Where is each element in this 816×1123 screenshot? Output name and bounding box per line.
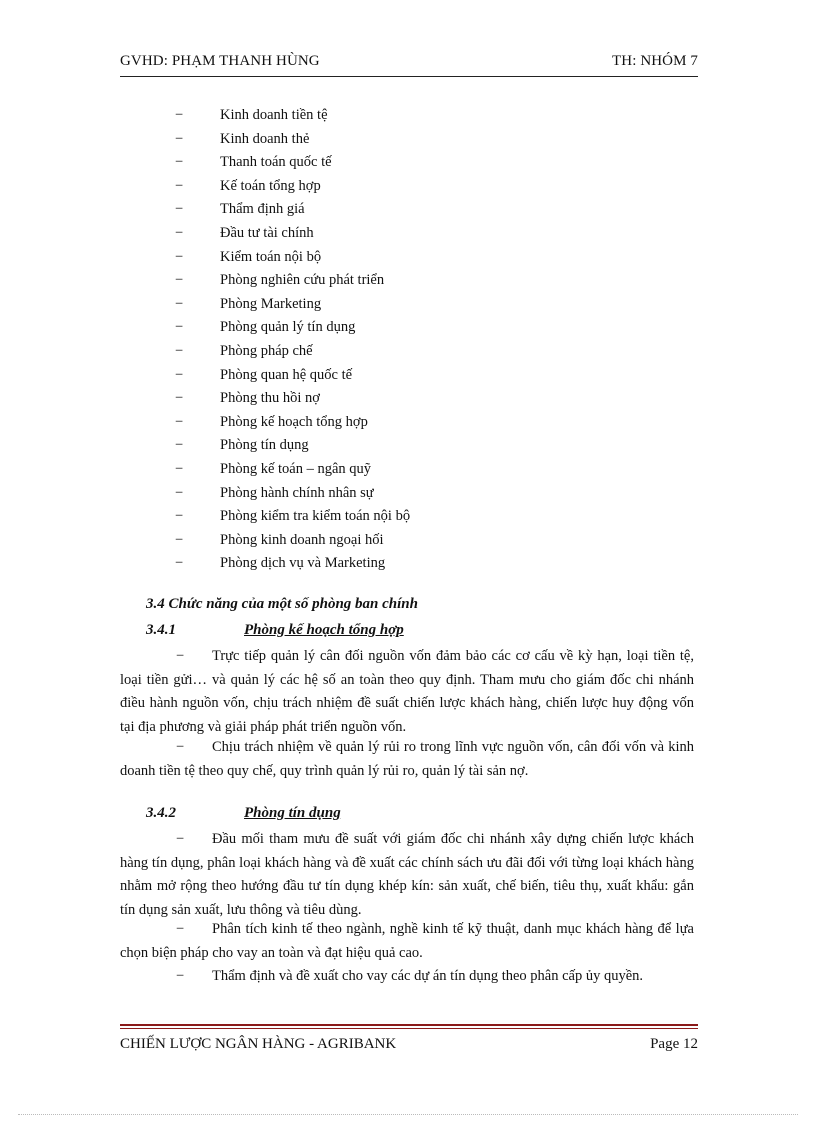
dash-marker: − — [175, 390, 184, 407]
list-item — [175, 553, 695, 577]
list-item — [175, 435, 695, 459]
dash-marker: − — [175, 177, 184, 194]
list-item — [175, 412, 695, 436]
paragraph-text: Phân tích kinh tế theo ngành, nghề kinh tế kỹ thuật, danh mục khách hàng để lựa chọn biện pháp cho vay an toàn và đạt hiệu quả cao. — [120, 921, 694, 961]
list-item-label: Phòng pháp chế — [220, 342, 313, 359]
dash-marker: − — [175, 201, 184, 218]
dash-marker: − — [175, 366, 184, 383]
page-number: Page 12 — [650, 1036, 698, 1052]
list-item — [175, 199, 695, 223]
list-item-label: Phòng quản lý tín dụng — [220, 319, 356, 336]
list-item-label: Đầu tư tài chính — [220, 224, 314, 241]
dash-marker: − — [175, 319, 184, 336]
list-item-label: Phòng kiểm tra kiểm toán nội bộ — [220, 508, 411, 525]
footer-title: CHIẾN LƯỢC NGÂN HÀNG - AGRIBANK — [120, 1036, 397, 1052]
paragraph — [120, 736, 694, 783]
section-number: 3.4.1 — [146, 622, 176, 638]
list-item-label: Thanh toán quốc tế — [220, 154, 332, 171]
dash-marker: − — [175, 484, 184, 501]
dash-marker: − — [175, 531, 184, 548]
list-item — [175, 459, 695, 483]
list-item — [175, 506, 695, 530]
list-item — [175, 129, 695, 153]
list-item — [175, 530, 695, 554]
header-rule — [120, 76, 698, 77]
dash-marker: − — [175, 154, 184, 171]
paragraph — [120, 645, 694, 739]
list-item — [175, 483, 695, 507]
dash-marker: − — [176, 648, 185, 664]
list-item — [175, 270, 695, 294]
list-item-label: Phòng tín dụng — [220, 437, 309, 454]
list-item — [175, 105, 695, 129]
dash-marker: − — [175, 413, 184, 430]
list-item — [175, 152, 695, 176]
dash-marker: − — [175, 555, 184, 572]
paragraph-text: Trực tiếp quản lý cân đối nguồn vốn đảm bảo các cơ cấu về kỳ hạn, loại tiền tệ, loại tiền gửi… và quản lý các hệ số an toàn theo quy định. Tham mưu cho giám đốc chi nhánh điều hành nguồn vốn, chịu trách nhiệm đề suất chiến lược khách hàng, chiến lược huy động vốn tại địa phương và giải pháp phát triển nguồn vốn. — [120, 648, 694, 735]
list-item — [175, 223, 695, 247]
section-title: Phòng kế hoạch tổng hợp — [244, 622, 404, 638]
page-footer — [120, 1036, 698, 1058]
footer-rule — [120, 1024, 698, 1026]
list-item-label: Phòng thu hồi nợ — [220, 390, 320, 407]
list-item-label: Kinh doanh thẻ — [220, 130, 310, 147]
list-item — [175, 388, 695, 412]
header-instructor: GVHD: PHẠM THANH HÙNG — [120, 53, 320, 69]
list-item — [175, 317, 695, 341]
list-item — [175, 341, 695, 365]
dash-marker: − — [175, 224, 184, 241]
list-item-label: Thẩm định giá — [220, 201, 305, 218]
list-item — [175, 365, 695, 389]
list-item-label: Phòng Marketing — [220, 295, 322, 312]
page-header — [120, 53, 698, 75]
section-heading-3-4: 3.4 Chức năng của một số phòng ban chính — [146, 596, 418, 612]
paragraph-text: Đầu mối tham mưu đề suất với giám đốc chi nhánh xây dựng chiến lược khách hàng tín dụng, phân loại khách hàng và đề xuất các chính sách ưu đãi đối với từng loại khách hàng nhằm mở rộng theo hướng đầu tư tín dụng khép kín: sản xuất, chế biến, tiêu thụ, xuất khẩu: gắn tín dụng sản xuất, lưu thông và tiêu dùng. — [120, 831, 694, 918]
dash-marker: − — [175, 295, 184, 312]
list-item-label: Phòng quan hệ quốc tế — [220, 366, 353, 383]
list-item-label: Phòng kinh doanh ngoại hối — [220, 531, 384, 548]
footer-rule — [120, 1028, 698, 1029]
list-item-label: Phòng kế hoạch tổng hợp — [220, 413, 368, 430]
dash-marker: − — [176, 921, 185, 937]
section-number: 3.4.2 — [146, 805, 176, 821]
dash-marker: − — [176, 831, 185, 847]
dash-marker: − — [175, 107, 184, 123]
dash-marker: − — [175, 460, 184, 477]
list-item-label: Kế toán tổng hợp — [220, 177, 321, 194]
dash-marker: − — [175, 342, 184, 359]
list-item-label: Kinh doanh tiền tệ — [220, 107, 328, 123]
paragraph — [120, 965, 694, 989]
page-boundary — [18, 1114, 798, 1115]
dash-marker: − — [176, 968, 185, 984]
dash-marker: − — [175, 508, 184, 525]
dash-marker: − — [175, 130, 184, 147]
header-group: TH: NHÓM 7 — [612, 53, 698, 69]
list-item-label: Kiểm toán nội bộ — [220, 248, 322, 265]
list-item — [175, 176, 695, 200]
dash-marker: − — [176, 739, 185, 755]
list-item-label: Phòng kế toán – ngân quỹ — [220, 460, 372, 477]
list-item-label: Phòng nghiên cứu phát triển — [220, 272, 385, 289]
dash-marker: − — [175, 248, 184, 265]
paragraph — [120, 918, 694, 965]
list-item — [175, 247, 695, 271]
dash-marker: − — [175, 272, 184, 289]
department-list — [175, 105, 695, 577]
paragraph-text: Thẩm định và đề xuất cho vay các dự án tín dụng theo phân cấp ủy quyền. — [212, 968, 644, 984]
list-item-label: Phòng dịch vụ và Marketing — [220, 555, 386, 572]
section-title: Phòng tín dụng — [244, 805, 341, 821]
paragraph-text: Chịu trách nhiệm về quản lý rủi ro trong lĩnh vực nguồn vốn, cân đối vốn và kinh doanh tiền tệ theo quy chế, quy trình quản lý rủi ro, quản lý tài sản nợ. — [120, 739, 694, 779]
paragraph — [120, 828, 694, 922]
list-item-label: Phòng hành chính nhân sự — [220, 484, 374, 501]
list-item — [175, 294, 695, 318]
dash-marker: − — [175, 437, 184, 454]
